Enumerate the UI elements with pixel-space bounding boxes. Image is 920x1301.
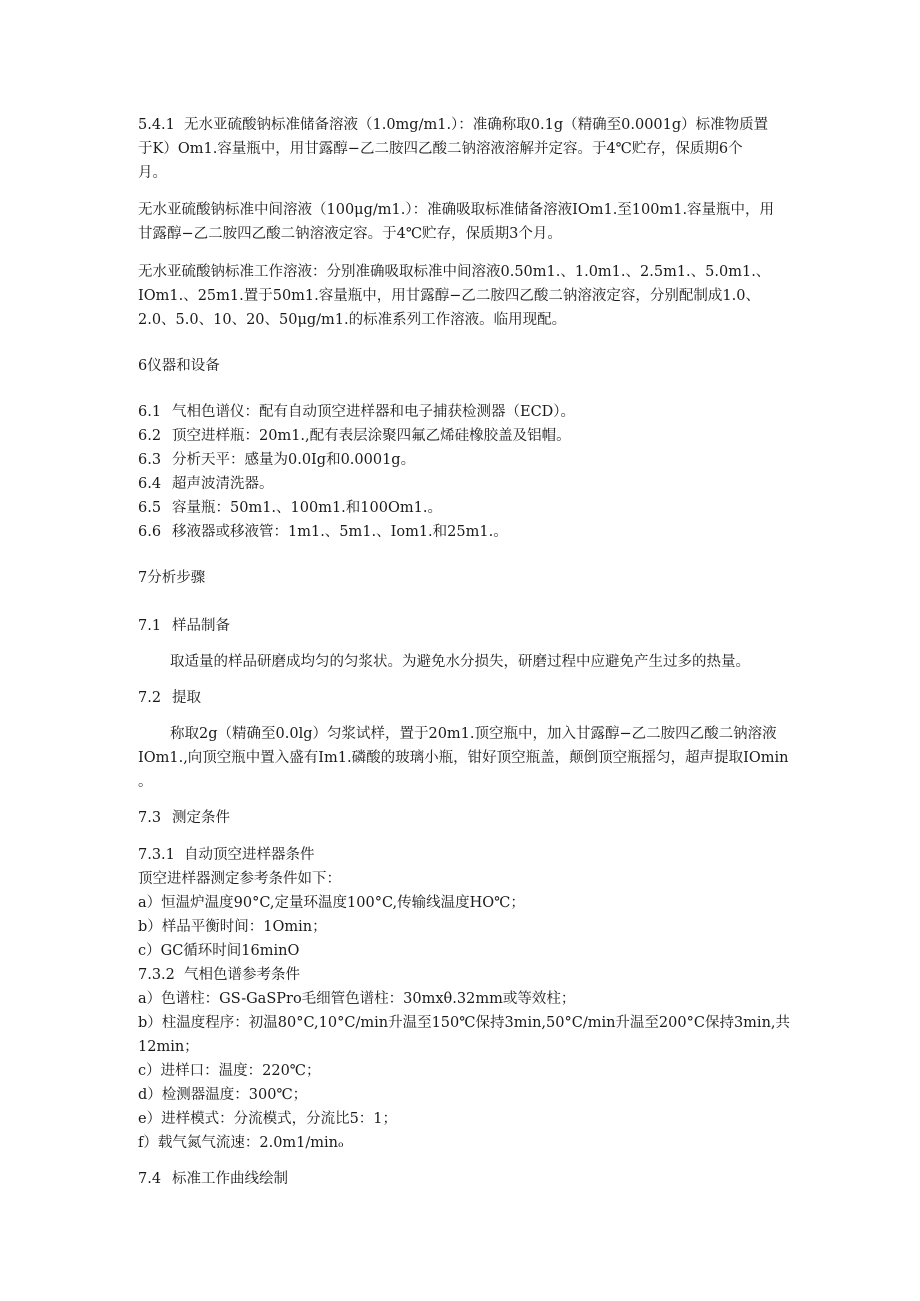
s731-item-c: c）GC循环时间16minO: [138, 943, 300, 959]
mid-solution-line-2: 甘露醇−乙二胺四乙酸二钠溶液定容。于4℃贮存，保质期3个月。: [138, 226, 562, 242]
s71-number: 7.1: [138, 618, 162, 634]
s731-number: 7.3.1: [138, 847, 175, 863]
item-number: 6.6: [138, 524, 162, 540]
item-number: 6.2: [138, 428, 162, 444]
s541-number: 5.4.1: [138, 117, 175, 133]
s732-item-b-line-2: 12min；: [138, 1039, 199, 1055]
s72-line-1: 称取2g（精确至0.0lg）匀浆试样，置于20m1.顶空瓶中，加入甘露醇−乙二胺四乙酸二钠溶液: [170, 726, 777, 742]
item-6-5: [138, 498, 442, 518]
s72-heading: [138, 688, 201, 708]
s74-heading: [138, 1169, 288, 1189]
s731-item-b: b）样品平衡时间：1Omin；: [138, 919, 327, 935]
item-6-1: [138, 402, 575, 422]
s732-item-a: a）色谱柱：GS-GaSPro毛细管色谱柱：30mxθ.32mm或等效柱；: [138, 991, 576, 1007]
s71-heading: [138, 616, 230, 636]
item-text: 气相色谱仪：配有自动顶空进样器和电子捕获检测器（ECD）。: [172, 404, 576, 420]
work-solution-line-1: 无水亚硫酸钠标准工作溶液：分别准确吸取标准中间溶液0.50m1.、1.0m1.、2.5m1.、5.0m1.、: [138, 264, 771, 280]
s731-item-a: a）恒温炉温度90°C,定量环温度100°C,传输线温度HO℃；: [138, 895, 525, 911]
section-7-heading: 7分析步骤: [138, 570, 206, 586]
s731-intro: 顶空进样器测定参考条件如下：: [138, 871, 341, 887]
item-6-4: [138, 474, 274, 494]
s74-number: 7.4: [138, 1171, 162, 1187]
s73-number: 7.3: [138, 810, 162, 826]
item-text: 容量瓶：50m1.、100m1.和100Om1.。: [172, 500, 442, 516]
item-text: 超声波清洗器。: [172, 476, 274, 492]
s732-title: 气相色谱参考条件: [184, 967, 300, 983]
s73-title: 测定条件: [172, 810, 230, 826]
s732-number: 7.3.2: [138, 967, 175, 983]
s731-heading: [138, 845, 315, 865]
work-solution-line-2: IOm1.、25m1.置于50m1.容量瓶中，用甘露醇−乙二胺四乙酸二钠溶液定容，分别配制成1.0、: [138, 288, 760, 304]
s732-heading: [138, 965, 300, 985]
s72-line-2: IOm1.,向顶空瓶中置入盛有Im1.磷酸的玻璃小瓶，钳好顶空瓶盖，颠倒顶空瓶摇匀，超声提取IOmin: [138, 750, 789, 766]
s72-line-3: 。: [138, 774, 153, 790]
s74-title: 标准工作曲线绘制: [172, 1171, 288, 1187]
item-6-6: [138, 522, 508, 542]
s732-item-b-line-1: b）柱温度程序：初温80°C,10°C∕min升温至150℃保持3min,50°C∕min升温至200°C保持3min,共: [138, 1015, 791, 1031]
work-solution-line-3: 2.0、5.0、10、20、50μg∕m1.的标准系列工作溶液。临用现配。: [138, 312, 567, 328]
s73-heading: [138, 808, 230, 828]
s72-title: 提取: [172, 690, 201, 706]
s732-item-f: f）载气氮气流速：2.0m1∕minₒ: [138, 1135, 344, 1151]
item-text: 分析天平：感量为0.0Ig和0.0001g。: [172, 452, 416, 468]
item-number: 6.4: [138, 476, 162, 492]
s541-line-2: 于K）Om1.容量瓶中，用甘露醇−乙二胺四乙酸二钠溶液溶解并定容。于4℃贮存，保质期6个: [138, 141, 743, 157]
item-text: 顶空进样瓶：20m1.,配有表层涂聚四氟乙烯硅橡胶盖及铝帽。: [172, 428, 571, 444]
s541-line-3: 月。: [138, 165, 167, 181]
mid-solution-line-1: 无水亚硫酸钠标准中间溶液（100μg∕m1.）：准确吸取标准储备溶液IOm1.至100m1.容量瓶中，用: [138, 202, 775, 218]
item-number: 6.5: [138, 500, 162, 516]
item-number: 6.3: [138, 452, 162, 468]
s732-item-e: e）进样模式：分流模式，分流比5：1；: [138, 1111, 398, 1127]
s71-title: 样品制备: [172, 618, 230, 634]
item-6-2: [138, 426, 571, 446]
item-6-3: [138, 450, 415, 470]
item-text: 移液器或移液管：1m1.、5m1.、Iom1.和25m1.。: [172, 524, 508, 540]
s72-number: 7.2: [138, 690, 162, 706]
s71-body: 取适量的样品研磨成均匀的匀浆状。为避免水分损失，研磨过程中应避免产生过多的热量。: [170, 654, 750, 670]
s541-line-1: [138, 115, 768, 135]
s732-item-d: d）检测器温度：300℃；: [138, 1087, 308, 1103]
section-6-heading: 6仪器和设备: [138, 358, 220, 374]
s541-text-1: 无水亚硫酸钠标准储备溶液（1.0mg∕m1.）：准确称取0.1g（精确至0.0001g）标准物质置: [184, 117, 769, 133]
item-number: 6.1: [138, 404, 162, 420]
s732-item-c: c）进样口：温度：220℃；: [138, 1063, 321, 1079]
s731-title: 自动顶空进样器条件: [184, 847, 315, 863]
